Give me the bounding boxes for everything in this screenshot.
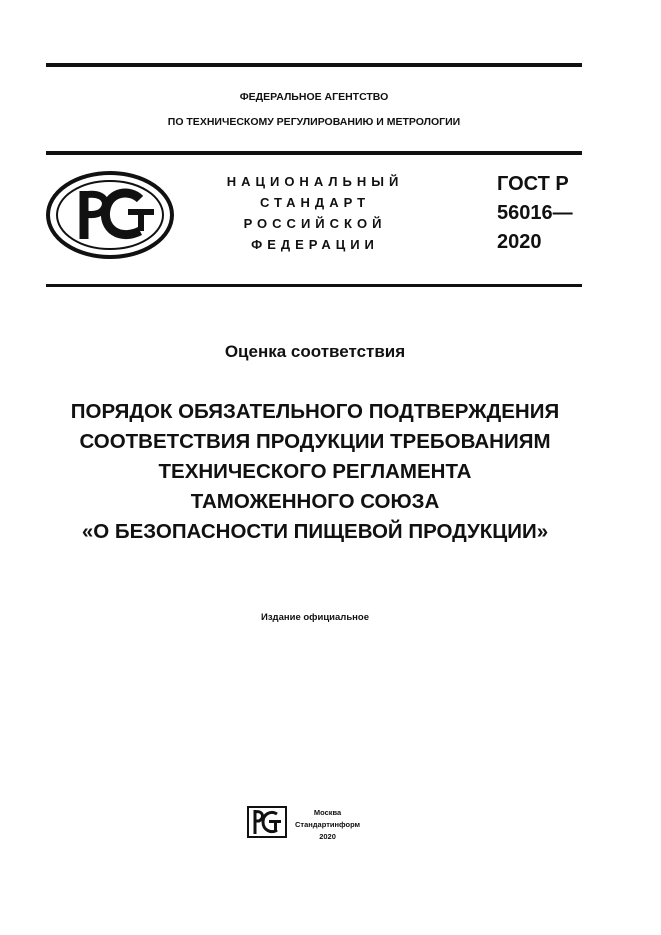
national-line-1: НАЦИОНАЛЬНЫЙ <box>226 174 404 189</box>
publisher-year: 2020 <box>319 831 336 841</box>
publisher-block <box>247 806 360 843</box>
title-line-5: «О БЕЗОПАСНОСТИ ПИЩЕВОЙ ПРОДУКЦИИ» <box>81 520 549 543</box>
gost-line-3: 2020 <box>497 231 542 253</box>
agency-name-line2: ПО ТЕХНИЧЕСКОМУ РЕГУЛИРОВАНИЮ И МЕТРОЛОГИИ <box>167 116 461 128</box>
agency-name-line1: ФЕДЕРАЛЬНОЕ АГЕНТСТВО <box>239 91 389 103</box>
standartinform-logo-icon <box>247 806 287 843</box>
edition-label: Издание официальное <box>261 612 369 623</box>
publisher-city: Москва <box>313 807 342 817</box>
national-line-3: РОССИЙСКОЙ <box>243 216 387 231</box>
standard-block-rule <box>46 284 582 287</box>
gost-line-1: ГОСТ Р <box>497 173 569 195</box>
top-rule <box>46 63 582 67</box>
header-rule <box>46 151 582 155</box>
document-title <box>0 397 630 547</box>
title-line-4: ТАМОЖЕННОГО СОЮЗА <box>190 490 440 513</box>
title-line-3: ТЕХНИЧЕСКОГО РЕГЛАМЕНТА <box>158 460 472 483</box>
national-line-4: ФЕДЕРАЦИИ <box>251 237 379 252</box>
document-subject: Оценка соответствия <box>224 342 406 361</box>
gost-number <box>497 170 573 257</box>
national-line-2: СТАНДАРТ <box>259 195 371 210</box>
gost-line-2: 56016— <box>497 202 573 224</box>
rst-mark-icon <box>44 169 176 266</box>
title-line-1: ПОРЯДОК ОБЯЗАТЕЛЬНОГО ПОДТВЕРЖДЕНИЯ <box>70 400 560 423</box>
publisher-name: Стандартинформ <box>295 819 361 829</box>
title-line-2: СООТВЕТСТВИЯ ПРОДУКЦИИ ТРЕБОВАНИЯМ <box>79 430 551 453</box>
national-standard-label <box>205 171 425 255</box>
publisher-text <box>295 807 360 843</box>
